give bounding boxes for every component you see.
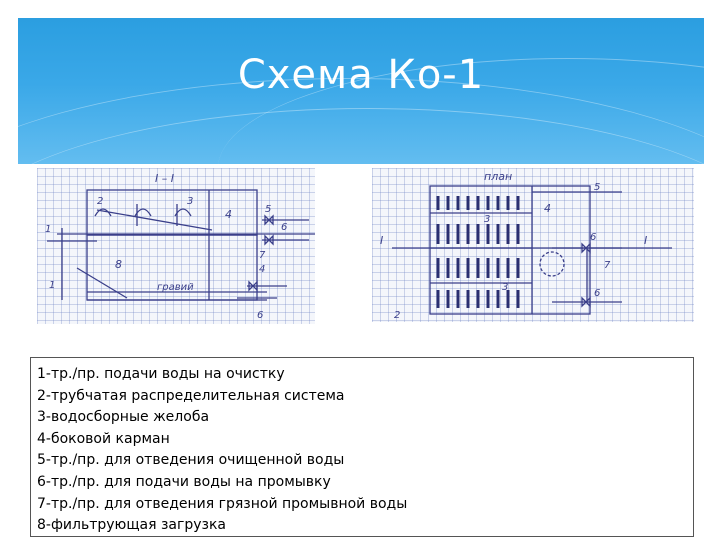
sketch-label: 3 xyxy=(187,196,194,207)
sketch-label: 6 xyxy=(281,222,288,233)
legend-item: 4-боковой карман xyxy=(37,430,170,447)
sketch-label: I – I xyxy=(155,172,174,185)
section-drawing xyxy=(37,168,315,324)
legend-item: 5-тр./пр. для отведения очищенной воды xyxy=(37,452,345,469)
legend-item: 6-тр./пр. для подачи воды на промывку xyxy=(37,473,331,490)
sketch-label: 2 xyxy=(394,310,401,321)
legend-item: 7-тр./пр. для отведения грязной промывной воды xyxy=(37,495,408,512)
section-sketch xyxy=(37,168,315,324)
sketch-label: 2 xyxy=(97,196,104,207)
sketch-label: 6 xyxy=(590,232,597,243)
sketch-label: план xyxy=(484,170,513,183)
sketch-label: I xyxy=(644,234,648,247)
sketch-label: 7 xyxy=(259,250,266,261)
legend-item: 1-тр./пр. подачи воды на очистку xyxy=(37,366,285,382)
sketch-label: 1 xyxy=(49,280,56,291)
legend-item: 2-трубчатая распределительная система xyxy=(37,387,345,404)
sketch-label: гравий xyxy=(157,282,194,293)
sketch-label: 6 xyxy=(257,310,264,321)
sketch-label: 3 xyxy=(502,282,509,293)
plan-sketch xyxy=(372,168,694,322)
sketch-label: 1 xyxy=(45,224,52,235)
legend-item: 8-фильтрующая загрузка xyxy=(37,517,227,534)
sketch-label: 4 xyxy=(544,202,551,215)
plan-drawing xyxy=(372,168,694,322)
slide-title: Схема Ко-1 xyxy=(237,52,485,98)
sketch-label: 8 xyxy=(115,258,122,271)
legend-item: 3-водосборные желоба xyxy=(37,409,210,426)
sketch-label: 5 xyxy=(265,204,272,215)
sketch-label: 7 xyxy=(604,260,611,271)
sketch-label: 3 xyxy=(484,214,491,225)
sketch-label: 4 xyxy=(225,208,232,221)
sketch-label: 4 xyxy=(259,264,266,275)
legend-box xyxy=(30,357,694,537)
sketch-label: 5 xyxy=(594,182,601,193)
sketch-label: 6 xyxy=(594,288,601,299)
sketch-label: I xyxy=(380,234,384,247)
